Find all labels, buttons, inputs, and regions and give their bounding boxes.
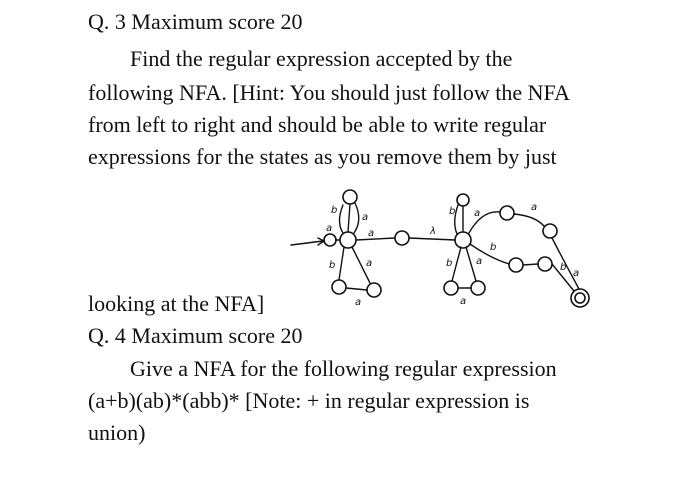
nfa-label: b: [446, 258, 453, 269]
edge: [346, 288, 367, 290]
q3-text-tail: looking at the NFA]: [88, 291, 265, 316]
q3-text-line-4: expressions for the states as you remove them by just: [88, 144, 557, 169]
edge: [340, 205, 344, 233]
state-q4: [367, 283, 381, 297]
q3-text-line-1: Find the regular expression accepted by the: [130, 46, 513, 71]
nfa-label: a: [326, 223, 333, 234]
q4-heading: Q. 4 Maximum score 20: [88, 323, 303, 348]
state-final: [571, 289, 589, 307]
nfa-label: b: [490, 242, 497, 253]
q4-text-line-1: Give a NFA for the following regular expression: [130, 356, 557, 381]
edge: [409, 238, 455, 240]
nfa-label: a: [366, 258, 373, 269]
nfa-diagram: [285, 183, 630, 308]
nfa-label: a: [460, 296, 467, 307]
nfa-label: b: [329, 260, 336, 271]
nfa-label: a: [355, 297, 362, 308]
state-q5: [395, 231, 409, 245]
state-q7: [457, 194, 469, 206]
q4-text-line-2: (a+b)(ab)*(abb)* [Note: + in regular expression is: [88, 388, 530, 413]
nfa-label: a: [368, 228, 375, 239]
state-q2: [343, 190, 357, 204]
state-q0: [324, 234, 336, 246]
nfa-label: a: [474, 208, 481, 219]
edge: [523, 264, 538, 265]
edge: [356, 238, 395, 240]
nfa-label: b: [560, 262, 567, 273]
nfa-label: a: [573, 268, 580, 279]
q4-text-line-3: union): [88, 420, 146, 445]
state-final-inner: [575, 293, 585, 303]
q3-heading: Q. 3 Maximum score 20: [88, 9, 303, 34]
edge: [514, 214, 544, 226]
nfa-label: a: [476, 256, 483, 267]
state-q8: [444, 281, 458, 295]
nfa-label: b: [331, 205, 338, 216]
edge: [452, 247, 461, 281]
state-q11: [543, 224, 557, 238]
state-q9: [471, 281, 485, 295]
nfa-label: b: [449, 206, 456, 217]
state-q13: [538, 257, 552, 271]
edge: [339, 247, 344, 280]
edge: [466, 247, 476, 281]
state-q12: [509, 258, 523, 272]
q3-text-line-3: from left to right and should be able to write regular: [88, 112, 547, 137]
state-q3: [332, 280, 346, 294]
nfa-label: a: [362, 212, 369, 223]
q3-text-line-2: following NFA. [Hint: You should just follow the NFA: [88, 80, 571, 105]
nfa-label: a: [531, 202, 538, 213]
state-q1: [340, 232, 356, 248]
nfa-label: λ: [430, 226, 436, 237]
edge: [348, 204, 350, 232]
edge: [354, 203, 359, 233]
state-q10: [500, 206, 514, 220]
